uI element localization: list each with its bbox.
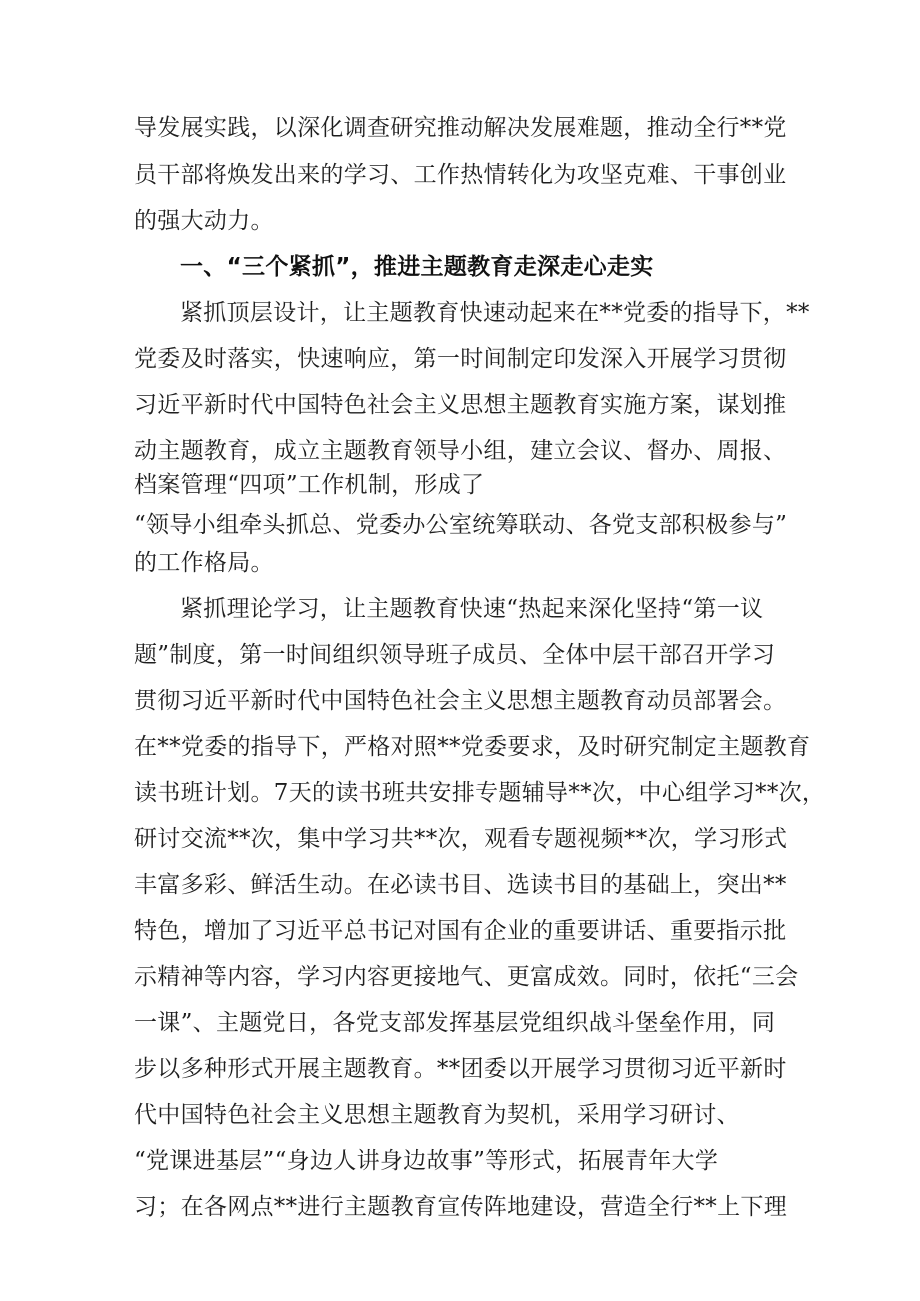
paragraph-2-line-4: 动主题教育，成立主题教育领导小组，建立会议、督办、周报、: [134, 438, 787, 464]
paragraph-2-line-2: 党委及时落实，快速响应，第一时间制定印发深入开展学习贯彻: [134, 346, 787, 372]
paragraph-3-line-12: 代中国特色社会主义思想主题教育为契机，采用学习研讨、: [134, 1102, 740, 1128]
paragraph-3-line-1: 紧抓理论学习，让主题教育快速“热起来深化坚持“第一议: [180, 596, 764, 622]
paragraph-2-line-6: “领导小组牵头抓总、党委办公室统筹联动、各党支部积极参与”: [134, 512, 788, 538]
paragraph-3-line-11: 步以多种形式开展主题教育。**团委以开展学习贯彻习近平新时: [134, 1056, 787, 1082]
section-heading: 一、“三个紧抓”，推进主题教育走深走心走实: [180, 254, 654, 280]
paragraph-2-line-3: 习近平新时代中国特色社会主义思想主题教育实施方案，谋划推: [134, 392, 787, 418]
paragraph-1-line-1: 导发展实践，以深化调查研究推动解决发展难题，推动全行**党: [134, 115, 787, 141]
paragraph-3-line-2: 题”制度，第一时间组织领导班子成员、全体中层干部召开学习: [134, 642, 776, 668]
paragraph-1-line-3: 的强大动力。: [134, 208, 274, 234]
paragraph-3-line-10: 一课”、主题党日，各党支部发挥基层党组织战斗堡垒作用，同: [134, 1010, 776, 1036]
paragraph-3-line-3: 贯彻习近平新时代中国特色社会主义思想主题教育动员部署会。: [134, 688, 787, 714]
paragraph-2-line-7: 的工作格局。: [134, 550, 274, 576]
paragraph-3-line-8: 特色，增加了习近平总书记对国有企业的重要讲话、重要指示批: [134, 918, 787, 944]
paragraph-3-line-9: 示精神等内容，学习内容更接地气、更富成效。同时，依托“三会: [134, 964, 799, 990]
paragraph-3-line-13: “党课进基层”“身边人讲身边故事”等形式，拓展青年大学: [134, 1148, 719, 1174]
paragraph-3-line-5: 读书班计划。7天的读书班共安排专题辅导**次，中心组学习**次，: [134, 780, 826, 806]
paragraph-3-line-6: 研讨交流**次，集中学习共**次，观看专题视频**次，学习形式: [134, 826, 788, 852]
paragraph-2-line-5: 档案管理“四项”工作机制，形成了: [134, 472, 485, 498]
paragraph-2-line-1: 紧抓顶层设计，让主题教育快速动起来在**党委的指导下，**: [180, 300, 810, 326]
paragraph-3-line-4: 在**党委的指导下，严格对照**党委要求，及时研究制定主题教育: [134, 734, 811, 760]
paragraph-3-line-7: 丰富多彩、鲜活生动。在必读书目、选读书目的基础上，突出**: [134, 872, 787, 898]
paragraph-3-line-14: 习；在各网点**进行主题教育宣传阵地建设，营造全行**上下理: [134, 1194, 787, 1220]
paragraph-1-line-2: 员干部将焕发出来的学习、工作热情转化为攻坚克难、干事创业: [134, 162, 787, 188]
